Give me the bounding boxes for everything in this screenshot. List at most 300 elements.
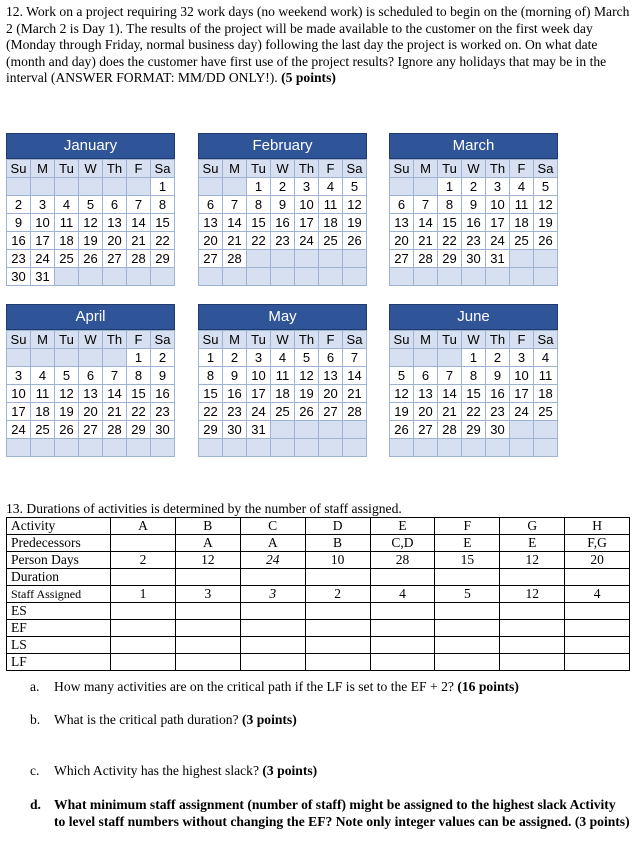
day-of-week-header: Su xyxy=(199,160,223,178)
calendar-day: 13 xyxy=(414,385,438,403)
calendar-day: 2 xyxy=(462,178,486,196)
calendar-day: 1 xyxy=(462,349,486,367)
calendar-day: 2 xyxy=(486,349,510,367)
table-cell xyxy=(565,603,630,620)
calendar-empty-cell xyxy=(414,349,438,367)
table-cell: A xyxy=(175,535,240,552)
calendar-day: 27 xyxy=(390,250,414,268)
table-cell: F,G xyxy=(565,535,630,552)
table-cell: 12 xyxy=(175,552,240,569)
calendar-empty-cell xyxy=(247,268,271,286)
calendar-empty-cell xyxy=(414,439,438,457)
calendar-day: 1 xyxy=(247,178,271,196)
table-cell xyxy=(370,637,435,654)
question-13-title: 13. Durations of activities is determined by the number of staff assigned. xyxy=(6,501,402,516)
calendar-day: 15 xyxy=(127,385,151,403)
table-row-staff-assigned xyxy=(7,586,630,603)
day-of-week-header: Th xyxy=(486,331,510,349)
calendar-day: 14 xyxy=(438,385,462,403)
table-cell xyxy=(370,654,435,671)
calendar-day: 25 xyxy=(510,232,534,250)
calendar-month-title: March xyxy=(389,133,558,159)
row-label: Activity xyxy=(7,518,111,535)
calendar-day: 7 xyxy=(103,367,127,385)
calendar-day: 28 xyxy=(127,250,151,268)
table-cell: 4 xyxy=(565,586,630,603)
table-cell xyxy=(240,654,305,671)
calendar-day: 25 xyxy=(31,421,55,439)
table-cell xyxy=(111,620,176,637)
sub-text: How many activities are on the critical path if the LF is set to the EF + 2? xyxy=(54,679,454,694)
calendar-day: 24 xyxy=(31,250,55,268)
table-cell: E xyxy=(435,535,500,552)
calendar-empty-cell xyxy=(271,439,295,457)
calendar-empty-cell xyxy=(319,250,343,268)
calendar-day: 13 xyxy=(390,214,414,232)
table-cell xyxy=(111,535,176,552)
calendar-day: 10 xyxy=(486,196,510,214)
calendar-day: 11 xyxy=(271,367,295,385)
day-of-week-header: Tu xyxy=(55,331,79,349)
table-row-es xyxy=(7,603,630,620)
calendar-day: 28 xyxy=(103,421,127,439)
table-cell xyxy=(500,654,565,671)
calendar-empty-cell xyxy=(343,439,367,457)
calendar-empty-cell xyxy=(151,268,175,286)
table-cell: 10 xyxy=(305,552,370,569)
day-of-week-header: Th xyxy=(295,160,319,178)
table-cell: 20 xyxy=(565,552,630,569)
table-cell: B xyxy=(175,518,240,535)
calendar-day: 17 xyxy=(31,232,55,250)
calendar-day: 25 xyxy=(55,250,79,268)
calendar-day: 2 xyxy=(271,178,295,196)
table-cell xyxy=(435,637,500,654)
calendar-day: 15 xyxy=(462,385,486,403)
calendar-day: 23 xyxy=(151,403,175,421)
calendar-empty-cell xyxy=(127,268,151,286)
calendar-day: 6 xyxy=(103,196,127,214)
calendar-day: 4 xyxy=(319,178,343,196)
calendar-day: 29 xyxy=(151,250,175,268)
calendar-day: 26 xyxy=(295,403,319,421)
calendar-march xyxy=(389,133,558,286)
calendar-day: 9 xyxy=(151,367,175,385)
calendar-day: 7 xyxy=(343,349,367,367)
calendar-empty-cell xyxy=(486,268,510,286)
day-of-week-header: Su xyxy=(7,160,31,178)
calendar-day: 2 xyxy=(223,349,247,367)
calendar-day: 16 xyxy=(223,385,247,403)
calendar-day: 5 xyxy=(343,178,367,196)
calendar-day: 10 xyxy=(295,196,319,214)
calendar-day: 30 xyxy=(7,268,31,286)
calendar-day: 24 xyxy=(247,403,271,421)
calendar-day: 7 xyxy=(223,196,247,214)
calendar-empty-cell xyxy=(103,268,127,286)
calendar-day: 20 xyxy=(390,232,414,250)
table-cell: D xyxy=(305,518,370,535)
calendar-day: 13 xyxy=(199,214,223,232)
calendar-day: 12 xyxy=(295,367,319,385)
calendar-day: 5 xyxy=(295,349,319,367)
calendar-day: 6 xyxy=(390,196,414,214)
day-of-week-header: F xyxy=(127,331,151,349)
calendar-empty-cell xyxy=(103,349,127,367)
calendar-table xyxy=(6,159,175,286)
calendar-day: 20 xyxy=(103,232,127,250)
calendar-day: 3 xyxy=(486,178,510,196)
calendar-empty-cell xyxy=(247,439,271,457)
table-cell xyxy=(370,569,435,586)
calendar-day: 26 xyxy=(390,421,414,439)
calendar-empty-cell xyxy=(7,439,31,457)
calendar-day: 18 xyxy=(510,214,534,232)
calendar-empty-cell xyxy=(319,268,343,286)
table-cell: C,D xyxy=(370,535,435,552)
table-cell xyxy=(111,654,176,671)
calendar-day: 28 xyxy=(414,250,438,268)
calendar-day: 18 xyxy=(31,403,55,421)
table-row-predecessors xyxy=(7,535,630,552)
table-cell xyxy=(435,603,500,620)
calendar-day: 28 xyxy=(223,250,247,268)
calendar-day: 30 xyxy=(462,250,486,268)
calendar-empty-cell xyxy=(271,268,295,286)
row-label: Staff Assigned xyxy=(7,586,111,603)
calendar-day: 10 xyxy=(31,214,55,232)
calendar-day: 8 xyxy=(199,367,223,385)
table-cell xyxy=(435,654,500,671)
table-row-ef xyxy=(7,620,630,637)
table-cell xyxy=(565,637,630,654)
table-cell xyxy=(565,569,630,586)
calendar-day: 17 xyxy=(486,214,510,232)
day-of-week-header: M xyxy=(223,331,247,349)
calendar-day: 23 xyxy=(462,232,486,250)
day-of-week-header: Su xyxy=(390,160,414,178)
sub-mark: a. xyxy=(30,679,40,694)
day-of-week-header: Su xyxy=(390,331,414,349)
calendar-empty-cell xyxy=(55,349,79,367)
calendar-empty-cell xyxy=(414,178,438,196)
calendar-empty-cell xyxy=(295,268,319,286)
table-cell: 12 xyxy=(500,552,565,569)
calendar-day: 22 xyxy=(151,232,175,250)
calendar-day: 26 xyxy=(534,232,558,250)
day-of-week-header: Th xyxy=(295,331,319,349)
table-row-activity xyxy=(7,518,630,535)
day-of-week-header: F xyxy=(510,331,534,349)
table-cell: 1 xyxy=(111,586,176,603)
calendar-empty-cell xyxy=(271,421,295,439)
calendar-empty-cell xyxy=(199,268,223,286)
calendar-day: 3 xyxy=(31,196,55,214)
table-cell: 3 xyxy=(175,586,240,603)
calendar-june xyxy=(389,304,558,457)
calendar-empty-cell xyxy=(223,178,247,196)
calendar-empty-cell xyxy=(534,250,558,268)
calendar-empty-cell xyxy=(462,439,486,457)
calendar-day: 29 xyxy=(438,250,462,268)
calendar-day: 13 xyxy=(319,367,343,385)
calendar-day: 16 xyxy=(462,214,486,232)
calendar-day: 5 xyxy=(55,367,79,385)
calendar-day: 10 xyxy=(7,385,31,403)
sub-points: (3 points) xyxy=(241,712,297,727)
calendar-empty-cell xyxy=(103,178,127,196)
day-of-week-header: Sa xyxy=(151,160,175,178)
question-12-points: (5 points) xyxy=(281,70,336,85)
calendar-month-title: May xyxy=(198,304,367,330)
calendar-day: 27 xyxy=(199,250,223,268)
calendar-day: 16 xyxy=(151,385,175,403)
sub-text: What minimum staff assignment (number of staff) might be assigned to the highest slack Activity to level staff numbers without changing the EF? Note only integer values can be assigned. xyxy=(54,797,616,829)
calendar-day: 3 xyxy=(295,178,319,196)
calendar-day: 27 xyxy=(103,250,127,268)
calendar-empty-cell xyxy=(7,349,31,367)
calendar-day: 7 xyxy=(414,196,438,214)
calendar-day: 31 xyxy=(31,268,55,286)
sub-points: (3 points) xyxy=(262,763,318,778)
calendar-day: 26 xyxy=(343,232,367,250)
calendar-day: 10 xyxy=(247,367,271,385)
calendar-day: 12 xyxy=(79,214,103,232)
calendar-empty-cell xyxy=(55,439,79,457)
calendar-day: 21 xyxy=(223,232,247,250)
calendar-day: 26 xyxy=(79,250,103,268)
calendar-day: 12 xyxy=(534,196,558,214)
calendar-empty-cell xyxy=(295,439,319,457)
calendar-day: 11 xyxy=(534,367,558,385)
table-cell xyxy=(370,603,435,620)
calendar-day: 4 xyxy=(55,196,79,214)
calendar-day: 9 xyxy=(7,214,31,232)
row-label: Person Days xyxy=(7,552,111,569)
question-12 xyxy=(6,4,630,87)
calendar-table xyxy=(389,159,558,286)
calendar-day: 14 xyxy=(127,214,151,232)
table-row-duration xyxy=(7,569,630,586)
calendar-day: 11 xyxy=(319,196,343,214)
row-label: ES xyxy=(7,603,111,620)
calendar-empty-cell xyxy=(7,178,31,196)
sub-mark: c. xyxy=(30,763,40,778)
calendar-empty-cell xyxy=(247,250,271,268)
calendar-table xyxy=(198,330,367,457)
calendar-empty-cell xyxy=(223,268,247,286)
table-cell xyxy=(500,637,565,654)
calendar-day: 5 xyxy=(534,178,558,196)
table-cell xyxy=(435,620,500,637)
table-cell: F xyxy=(435,518,500,535)
calendar-day: 29 xyxy=(199,421,223,439)
calendar-empty-cell xyxy=(438,349,462,367)
calendar-day: 3 xyxy=(7,367,31,385)
calendar-day: 6 xyxy=(199,196,223,214)
row-label: LS xyxy=(7,637,111,654)
calendar-day: 15 xyxy=(438,214,462,232)
day-of-week-header: Tu xyxy=(55,160,79,178)
calendar-month-title: February xyxy=(198,133,367,159)
calendar-day: 9 xyxy=(462,196,486,214)
calendar-empty-cell xyxy=(390,439,414,457)
calendar-day: 19 xyxy=(343,214,367,232)
calendar-day: 29 xyxy=(127,421,151,439)
calendar-day: 6 xyxy=(414,367,438,385)
calendar-day: 20 xyxy=(319,385,343,403)
table-cell xyxy=(305,620,370,637)
calendar-day: 13 xyxy=(103,214,127,232)
table-cell xyxy=(111,637,176,654)
row-label: Duration xyxy=(7,569,111,586)
calendar-empty-cell xyxy=(390,349,414,367)
calendar-day: 21 xyxy=(127,232,151,250)
calendar-day: 24 xyxy=(295,232,319,250)
day-of-week-header: Sa xyxy=(343,331,367,349)
calendar-day: 23 xyxy=(486,403,510,421)
calendar-empty-cell xyxy=(199,439,223,457)
calendar-day: 17 xyxy=(7,403,31,421)
calendar-empty-cell xyxy=(199,178,223,196)
calendar-day: 21 xyxy=(414,232,438,250)
sub-points: (16 points) xyxy=(457,679,519,694)
calendar-day: 3 xyxy=(247,349,271,367)
calendar-day: 19 xyxy=(534,214,558,232)
calendar-day: 8 xyxy=(151,196,175,214)
day-of-week-header: Tu xyxy=(438,160,462,178)
calendar-empty-cell xyxy=(390,268,414,286)
calendar-month-title: April xyxy=(6,304,175,330)
day-of-week-header: F xyxy=(127,160,151,178)
calendar-day: 4 xyxy=(271,349,295,367)
sub-points: (3 points) xyxy=(574,814,630,829)
calendar-day: 22 xyxy=(127,403,151,421)
calendar-day: 5 xyxy=(79,196,103,214)
calendar-day: 15 xyxy=(199,385,223,403)
calendar-empty-cell xyxy=(462,268,486,286)
table-cell xyxy=(565,654,630,671)
calendar-day: 19 xyxy=(390,403,414,421)
calendar-day: 14 xyxy=(103,385,127,403)
calendar-empty-cell xyxy=(343,250,367,268)
calendar-day: 24 xyxy=(7,421,31,439)
calendar-empty-cell xyxy=(31,439,55,457)
calendar-empty-cell xyxy=(438,268,462,286)
calendar-empty-cell xyxy=(319,439,343,457)
day-of-week-header: Su xyxy=(199,331,223,349)
calendar-day: 17 xyxy=(247,385,271,403)
calendar-february xyxy=(198,133,367,286)
calendar-day: 1 xyxy=(438,178,462,196)
calendar-empty-cell xyxy=(534,268,558,286)
table-cell xyxy=(240,603,305,620)
calendar-day: 19 xyxy=(79,232,103,250)
calendar-empty-cell xyxy=(390,178,414,196)
calendar-day: 27 xyxy=(79,421,103,439)
calendar-day: 11 xyxy=(31,385,55,403)
table-cell: 4 xyxy=(370,586,435,603)
calendar-day: 1 xyxy=(127,349,151,367)
calendar-day: 30 xyxy=(151,421,175,439)
calendar-day: 10 xyxy=(510,367,534,385)
day-of-week-header: Tu xyxy=(247,331,271,349)
calendar-day: 21 xyxy=(103,403,127,421)
calendar-empty-cell xyxy=(343,268,367,286)
calendar-day: 3 xyxy=(510,349,534,367)
calendar-day: 27 xyxy=(414,421,438,439)
table-cell xyxy=(500,569,565,586)
calendar-day: 8 xyxy=(127,367,151,385)
day-of-week-header: Su xyxy=(7,331,31,349)
calendar-day: 18 xyxy=(271,385,295,403)
calendar-day: 18 xyxy=(534,385,558,403)
table-cell xyxy=(111,603,176,620)
calendar-day: 8 xyxy=(247,196,271,214)
calendar-day: 13 xyxy=(79,385,103,403)
calendar-empty-cell xyxy=(534,421,558,439)
day-of-week-header: W xyxy=(462,160,486,178)
calendar-day: 6 xyxy=(79,367,103,385)
day-of-week-header: F xyxy=(319,331,343,349)
table-cell xyxy=(175,603,240,620)
table-cell: G xyxy=(500,518,565,535)
table-cell xyxy=(305,637,370,654)
calendar-day: 16 xyxy=(486,385,510,403)
calendar-empty-cell xyxy=(271,250,295,268)
calendar-may xyxy=(198,304,367,457)
calendar-month-title: June xyxy=(389,304,558,330)
table-row-lf xyxy=(7,654,630,671)
calendar-empty-cell xyxy=(510,268,534,286)
calendar-day: 25 xyxy=(271,403,295,421)
calendar-day: 31 xyxy=(247,421,271,439)
calendar-day: 4 xyxy=(534,349,558,367)
table-cell: E xyxy=(370,518,435,535)
calendar-day: 22 xyxy=(247,232,271,250)
table-cell xyxy=(240,569,305,586)
calendar-day: 20 xyxy=(199,232,223,250)
calendar-empty-cell xyxy=(319,421,343,439)
calendar-day: 1 xyxy=(151,178,175,196)
calendar-day: 22 xyxy=(462,403,486,421)
sub-mark: d. xyxy=(30,797,41,812)
calendar-day: 23 xyxy=(7,250,31,268)
calendar-day: 24 xyxy=(486,232,510,250)
day-of-week-header: Th xyxy=(103,331,127,349)
calendar-day: 18 xyxy=(55,232,79,250)
table-row-person-days xyxy=(7,552,630,569)
calendar-day: 15 xyxy=(247,214,271,232)
calendar-empty-cell xyxy=(223,439,247,457)
calendar-day: 23 xyxy=(223,403,247,421)
calendar-day: 11 xyxy=(510,196,534,214)
calendar-day: 4 xyxy=(31,367,55,385)
table-cell: E xyxy=(500,535,565,552)
calendar-table xyxy=(198,159,367,286)
calendar-day: 31 xyxy=(486,250,510,268)
table-cell xyxy=(435,569,500,586)
day-of-week-header: Sa xyxy=(534,331,558,349)
calendar-day: 23 xyxy=(271,232,295,250)
calendar-day: 16 xyxy=(271,214,295,232)
calendar-empty-cell xyxy=(510,421,534,439)
table-cell xyxy=(305,654,370,671)
calendar-day: 22 xyxy=(438,232,462,250)
calendar-day: 7 xyxy=(438,367,462,385)
table-cell xyxy=(175,654,240,671)
calendar-empty-cell xyxy=(534,439,558,457)
